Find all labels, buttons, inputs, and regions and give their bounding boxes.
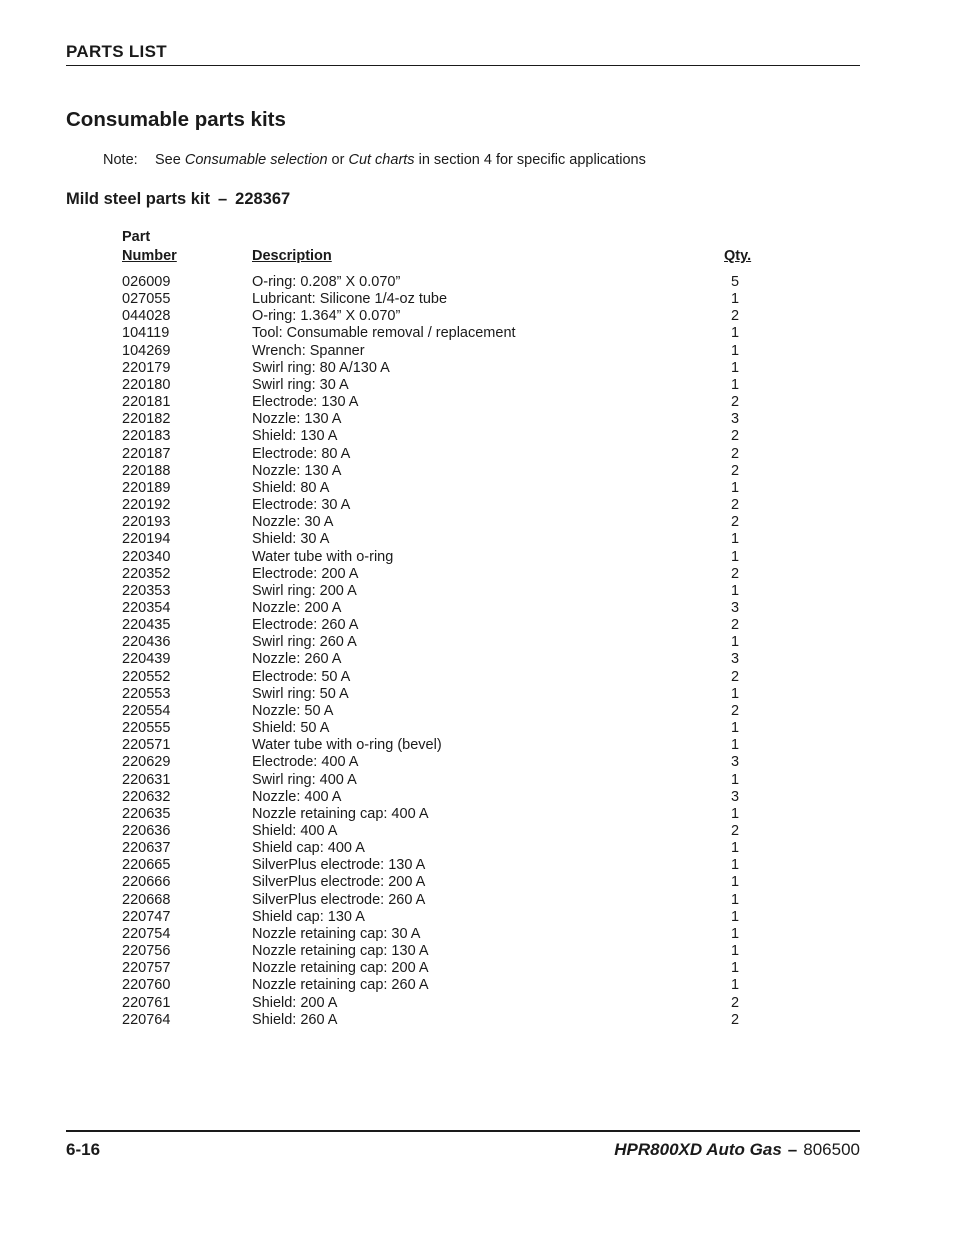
section-header: PARTS LIST: [66, 42, 860, 66]
footer-divider: [66, 1130, 860, 1132]
part-description: SilverPlus electrode: 260 A: [252, 891, 426, 908]
table-row: [0, 669, 954, 686]
part-number: 220629: [122, 754, 171, 771]
part-description: Nozzle retaining cap: 200 A: [252, 960, 429, 977]
part-qty: 2: [730, 428, 740, 445]
column-header-part: Part: [122, 229, 151, 245]
part-qty: 2: [730, 497, 740, 514]
part-number: 220764: [122, 1011, 171, 1028]
part-description: Electrode: 80 A: [252, 445, 351, 462]
column-header-part-number: [122, 228, 177, 266]
table-row: [0, 497, 954, 514]
table-row: [0, 377, 954, 394]
table-row: [0, 737, 954, 754]
part-number: 220571: [122, 737, 171, 754]
part-description: Water tube with o-ring (bevel): [252, 737, 442, 754]
table-row: [0, 720, 954, 737]
part-number: 104119: [122, 325, 170, 342]
part-description: Nozzle: 130 A: [252, 462, 342, 479]
part-description: Nozzle: 200 A: [252, 599, 342, 616]
part-description: SilverPlus electrode: 130 A: [252, 857, 426, 874]
part-description: Nozzle retaining cap: 30 A: [252, 925, 421, 942]
part-qty: 1: [730, 805, 740, 822]
kit-number: 228367: [235, 190, 291, 208]
part-number: 220436: [122, 634, 171, 651]
table-row: [0, 274, 954, 291]
table-row: [0, 325, 954, 342]
part-number: 220354: [122, 599, 171, 616]
part-qty: 2: [730, 1011, 740, 1028]
part-number: 220761: [122, 994, 171, 1011]
part-number: 220760: [122, 977, 171, 994]
table-row: [0, 566, 954, 583]
part-qty: 1: [730, 479, 740, 496]
part-number: 220747: [122, 908, 171, 925]
part-number: 220665: [122, 857, 171, 874]
table-row: [0, 943, 954, 960]
note-text-mid: or: [327, 152, 349, 168]
table-row: [0, 892, 954, 909]
part-qty: 1: [730, 771, 740, 788]
kit-title: [66, 190, 290, 209]
table-row: [0, 789, 954, 806]
part-description: Shield: 200 A: [252, 994, 338, 1011]
table-row: [0, 394, 954, 411]
part-description: Shield: 130 A: [252, 428, 338, 445]
footer-product: [614, 1140, 860, 1160]
page-title: Consumable parts kits: [66, 108, 286, 131]
part-description: Electrode: 400 A: [252, 754, 359, 771]
part-number: 220435: [122, 617, 171, 634]
note: [103, 152, 646, 168]
part-qty: 2: [730, 514, 740, 531]
kit-dash: –: [217, 190, 228, 208]
part-description: Nozzle: 400 A: [252, 788, 342, 805]
part-description: Electrode: 130 A: [252, 394, 359, 411]
table-row: [0, 583, 954, 600]
part-description: Water tube with o-ring: [252, 548, 394, 565]
table-row: [0, 977, 954, 994]
table-row: [0, 995, 954, 1012]
part-qty: 2: [730, 617, 740, 634]
part-number: 220552: [122, 668, 171, 685]
kit-name: Mild steel parts kit: [66, 190, 210, 208]
part-qty: 3: [730, 411, 740, 428]
part-qty: 1: [730, 908, 740, 925]
part-number: 220193: [122, 514, 171, 531]
part-qty: 1: [730, 634, 740, 651]
part-description: Nozzle: 130 A: [252, 411, 342, 428]
part-description: Electrode: 260 A: [252, 617, 359, 634]
part-qty: 1: [730, 857, 740, 874]
part-description: Shield cap: 400 A: [252, 840, 365, 857]
part-number: 220636: [122, 823, 171, 839]
part-number: 220340: [122, 548, 171, 565]
table-row: [0, 857, 954, 874]
part-qty: 1: [730, 359, 740, 376]
part-number: 220635: [122, 805, 171, 822]
part-qty: 2: [730, 702, 740, 719]
part-number: 220188: [122, 462, 171, 479]
part-number: 220183: [122, 428, 171, 445]
part-number: 220666: [122, 874, 171, 891]
part-qty: 1: [730, 342, 740, 359]
table-row: [0, 909, 954, 926]
part-description: Wrench: Spanner: [252, 342, 365, 359]
part-description: Shield: 30 A: [252, 531, 330, 548]
part-qty: 1: [730, 925, 740, 942]
part-number: 220439: [122, 651, 171, 668]
note-text-post: in section 4 for specific applications: [414, 152, 646, 168]
table-row: [0, 514, 954, 531]
part-number: 104269: [122, 342, 171, 359]
table-row: [0, 463, 954, 480]
part-qty: 3: [730, 651, 740, 668]
part-number: 026009: [122, 274, 171, 290]
part-number: 220754: [122, 925, 171, 942]
table-row: [0, 411, 954, 428]
part-number: 220194: [122, 531, 171, 548]
part-qty: 1: [730, 874, 740, 891]
table-row: [0, 874, 954, 891]
part-description: Nozzle retaining cap: 130 A: [252, 943, 429, 960]
table-row: [0, 823, 954, 840]
part-description: Nozzle: 260 A: [252, 651, 342, 668]
table-row: [0, 960, 954, 977]
part-qty: 2: [730, 462, 740, 479]
part-description: Shield: 400 A: [252, 823, 338, 839]
part-number: 220180: [122, 376, 171, 393]
part-number: 220553: [122, 685, 171, 702]
part-qty: 1: [730, 325, 740, 342]
table-row: [0, 634, 954, 651]
part-qty: 1: [730, 720, 740, 737]
table-row: [0, 686, 954, 703]
table-row: [0, 1012, 954, 1029]
part-description: Swirl ring: 400 A: [252, 771, 357, 788]
part-qty: 2: [730, 308, 740, 325]
table-row: [0, 549, 954, 566]
part-qty: 1: [730, 548, 740, 565]
part-number: 220554: [122, 702, 171, 719]
part-description: Shield cap: 130 A: [252, 908, 365, 925]
part-number: 220632: [122, 788, 171, 805]
table-row: [0, 531, 954, 548]
part-qty: 3: [730, 788, 740, 805]
part-qty: 1: [730, 685, 740, 702]
part-qty: 1: [730, 582, 740, 599]
column-header-number: Number: [122, 248, 177, 264]
part-number: 220757: [122, 960, 171, 977]
table-row: [0, 308, 954, 325]
part-qty: 3: [730, 599, 740, 616]
part-number: 220756: [122, 943, 171, 960]
note-text-pre: See: [155, 152, 185, 168]
part-description: Swirl ring: 80 A/130 A: [252, 359, 390, 376]
part-description: Nozzle: 50 A: [252, 702, 334, 719]
part-description: Nozzle: 30 A: [252, 514, 334, 531]
note-label: Note:: [103, 152, 138, 168]
parts-table: [0, 274, 954, 1029]
part-qty: 2: [730, 394, 740, 411]
part-description: Swirl ring: 50 A: [252, 685, 349, 702]
part-description: Tool: Consumable removal / replacement: [252, 325, 516, 342]
part-number: 220631: [122, 771, 171, 788]
part-number: 220179: [122, 359, 171, 376]
part-qty: 1: [730, 376, 740, 393]
part-description: Shield: 50 A: [252, 720, 330, 737]
table-row: [0, 926, 954, 943]
part-description: Nozzle retaining cap: 260 A: [252, 977, 429, 994]
part-qty: 2: [730, 994, 740, 1011]
column-header-description: Description: [252, 248, 332, 264]
note-link-consumable-selection: Consumable selection: [184, 152, 328, 168]
part-description: O-ring: 0.208” X 0.070”: [252, 274, 401, 290]
table-row: [0, 772, 954, 789]
part-qty: 2: [730, 445, 740, 462]
note-link-cut-charts: Cut charts: [348, 152, 415, 168]
part-qty: 1: [730, 840, 740, 857]
part-description: Nozzle retaining cap: 400 A: [252, 805, 429, 822]
part-qty: 2: [730, 823, 740, 839]
part-description: Swirl ring: 30 A: [252, 376, 349, 393]
part-qty: 1: [730, 960, 740, 977]
table-row: [0, 343, 954, 360]
part-number: 220637: [122, 840, 171, 857]
part-number: 220555: [122, 720, 171, 737]
part-qty: 5: [730, 274, 740, 290]
part-description: Swirl ring: 260 A: [252, 634, 357, 651]
part-qty: 1: [730, 291, 740, 308]
part-qty: 1: [730, 891, 740, 908]
table-row: [0, 480, 954, 497]
part-description: Lubricant: Silicone 1/4-oz tube: [252, 291, 448, 308]
part-number: 220192: [122, 497, 171, 514]
table-row: [0, 360, 954, 377]
table-row: [0, 806, 954, 823]
part-description: Electrode: 50 A: [252, 668, 351, 685]
part-description: O-ring: 1.364” X 0.070”: [252, 308, 401, 325]
part-number: 220352: [122, 565, 171, 582]
part-qty: 3: [730, 754, 740, 771]
part-number: 220353: [122, 582, 171, 599]
part-qty: 1: [730, 531, 740, 548]
part-qty: 1: [730, 977, 740, 994]
part-qty: 2: [730, 668, 740, 685]
page-number: 6-16: [66, 1140, 101, 1159]
table-row: [0, 754, 954, 771]
part-number: 044028: [122, 308, 171, 325]
table-row: [0, 840, 954, 857]
part-description: Shield: 260 A: [252, 1011, 338, 1028]
footer-dash: –: [787, 1140, 798, 1159]
part-number: 220182: [122, 411, 171, 428]
product-model: HPR800XD Auto Gas: [614, 1140, 782, 1159]
part-qty: 1: [730, 737, 740, 754]
part-description: SilverPlus electrode: 200 A: [252, 874, 426, 891]
manual-number: 806500: [803, 1140, 860, 1159]
part-number: 220189: [122, 479, 171, 496]
table-row: [0, 703, 954, 720]
table-row: [0, 291, 954, 308]
part-qty: 1: [730, 943, 740, 960]
part-number: 027055: [122, 291, 171, 308]
part-description: Shield: 80 A: [252, 479, 330, 496]
part-description: Electrode: 200 A: [252, 565, 359, 582]
part-number: 220668: [122, 891, 171, 908]
part-description: Electrode: 30 A: [252, 497, 351, 514]
table-row: [0, 651, 954, 668]
table-row: [0, 446, 954, 463]
part-number: 220187: [122, 445, 171, 462]
column-header-qty: Qty.: [724, 248, 752, 264]
part-description: Swirl ring: 200 A: [252, 582, 357, 599]
part-number: 220181: [122, 394, 171, 411]
table-row: [0, 600, 954, 617]
part-qty: 2: [730, 565, 740, 582]
table-row: [0, 617, 954, 634]
table-row: [0, 428, 954, 445]
